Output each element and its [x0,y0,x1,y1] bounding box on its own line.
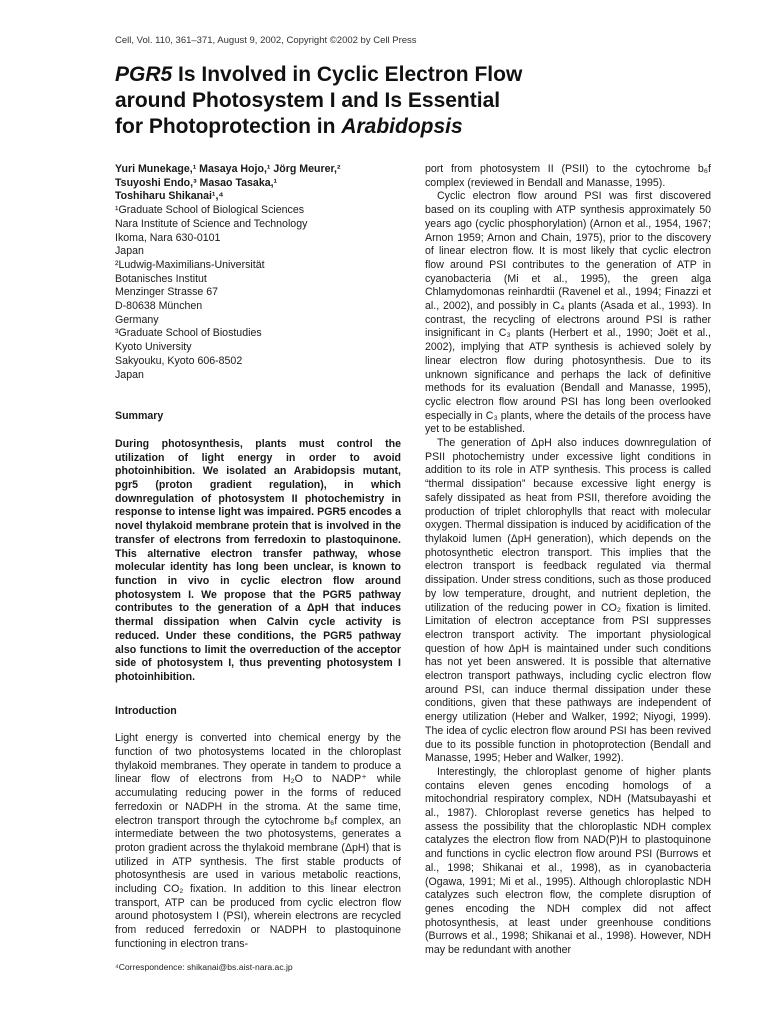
affiliation-line: ³Graduate School of Biostudies [115,327,262,340]
affiliation-line: Sakyouku, Kyoto 606-8502 [115,354,243,367]
title-gene-name: PGR5 [115,63,173,86]
journal-citation: Cell, Vol. 110, 361–371, August 9, 2002, Copyright ©2002 by Cell Press [115,35,417,46]
author-line: Yuri Munekage,¹ Masaya Hojo,¹ Jörg Meurer,² [115,163,341,175]
affiliation-line: Nara Institute of Science and Technology [115,217,308,230]
affiliation-line: Ikoma, Nara 630-0101 [115,231,221,244]
title-organism: Arabidopsis [341,115,463,138]
affiliation-line: ²Ludwig-Maximilians-Universität [115,258,265,271]
title-line1-rest: Is Involved in Cyclic Electron Flow [172,63,523,86]
summary-paragraph: During photosynthesis, plants must control the utilization of light energy in order to avoid photoinhibition. We isolated an Arabidopsis mutant, pgr5 (proton gradient regulation), in which downregulation of photosystem II photochemistry in response to intense light was impaired. PGR5 encodes a novel thylakoid membrane protein that is involved in the transfer of electrons from ferredoxin to plastoquinone. This alternative electron transfer pathway, whose molecular identity has long been unclear, is known to function in vivo in cyclic electron flow around photosystem I. We propose that the PGR5 pathway contributes to the generation of a ΔpH that induces thermal dissipation when Calvin cycle activity is reduced. Under these conditions, the PGR5 pathway also functions to limit the overreduction of the acceptor side of photosystem I, thus preventing photosystem I photoinhibition. [115,437,401,683]
affiliation-line: Germany [115,313,159,326]
author-line: Tsuyoshi Endo,³ Masao Tasaka,¹ [115,176,278,189]
body-paragraph: Interestingly, the chloroplast genome of higher plants contains eleven genes encoding homologs of a mitochondrial respiratory complex, NDH (Matsubayashi et al., 1987). Chloroplast reverse genetics has helped to assess the possibility that the chloroplastic NDH complex catalyzes the electron flow from NAD(P)H to plastoquinone and functions in cyclic electron flow around PSI (Burrows et al., 1998; Shikanai et al., 1998), as in cyanobacteria (Ogawa, 1991; Mi et al., 1995). Although chloroplastic NDH catalyzes such electron flow, the complete disruption of genes encoding the NDH complex did not affect photosynthesis, at least under greenhouse conditions (Burrows et al., 1998; Shikanai et al., 1998). However, NDH may be redundant with another [425,765,711,957]
affiliation-line: Menzinger Strasse 67 [115,286,219,299]
affiliations [115,204,401,382]
body-paragraph: port from photosystem II (PSII) to the cytochrome b₆f complex (reviewed in Bendall and Manasse, 1995). [425,163,711,189]
introduction-paragraph: Light energy is converted into chemical energy by the function of two photosystems located in the chloroplast thylakoid membranes. They operate in tandem to produce a linear flow of electrons from H₂O to NADP⁺ while accumulating reducing power in the forms of reduced ferredoxin or NADPH in the stroma. At the same time, electron transport through the cytochrome b₆f complex, an intermediate between the two photosystems, generates a proton gradient across the thylakoid membrane (ΔpH) that is utilized in ATP synthesis. The first stable products of photosynthesis are used in various metabolic reactions, including CO₂ fixation. In addition to this linear electron transport, ATP can be produced from cyclic electron flow around photosystem I (PSI), wherein electrons are recycled from reduced ferredoxin or NADPH to plastoquinone functioning in electron trans- [115,732,401,950]
title-line3-pre: for Photoprotection in [115,115,342,138]
affiliation-line: D-80638 München [115,300,203,313]
left-column [115,163,401,952]
correspondence-footnote: ⁴Correspondence: shikanai@bs.aist-nara.ac.jp [115,962,293,972]
right-column [425,163,711,958]
title-line2: around Photosystem I and Is Essential [115,89,501,112]
body-paragraph: The generation of ΔpH also induces downregulation of PSII photochemistry under excessive light conditions in addition to its role in ATP synthesis. This process is called “thermal dissipation” because excessive light energy is safely dissipated as heat from PSII, therefore avoiding the production of triplet chlorophylls that react with molecular oxygen. Thermal dissipation is induced by acidification of the thylakoid lumen (ΔpH generation), which depends on the photosynthetic electron transport. This implies that the electron transport is feedback regulated via thermal dissipation. Under stress conditions, such as those produced by low temperature, drought, and nutrient depletion, the utilization of the reducing power in CO₂ fixation is limited. Limitation of electron acceptance from PSI suppresses electron transport activity. The important physiological question of how ΔpH is maintained under such conditions has not yet been answered. It is possible that alternative electron transport pathways, including cyclic electron flow around PSI, can induce thermal dissipation under these conditions, given that these pathways are independent of energy utilization (Heber and Walker, 1992; Niyogi, 1999). The idea of cyclic electron flow around PSI has been revived due to its possible function in photoprotection (Bendall and Manasse, 1995; Heber and Walker, 1992). [425,437,711,765]
introduction-heading: Introduction [115,704,177,717]
affiliation-line: Japan [115,368,144,381]
author-line: Toshiharu Shikanai¹,⁴ [115,190,224,203]
affiliation-line: Japan [115,245,144,258]
author-list [115,163,401,204]
body-paragraph: Cyclic electron flow around PSI was first discovered based on its coupling with ATP synthesis approximately 50 years ago (cyclic phosphorylation) (Arnon et al., 1954, 1967; Arnon 1959; Arnon and Chain, 1975), prior to the discovery of linear electron flow. It is most likely that cyclic electron flow around PSI contributes to the generation of ATP in cyanobacteria (Mi et al., 1995), the green alga Chlamydomonas reinhardtii (Ravenel et al., 1994; Finazzi et al., 2002), and possibly in C₄ plants (Asada et al., 1993). In contrast, the recycling of electrons around PSI is rather insignificant in C₃ plants (Herbert et al., 1990; Joët et al., 2002), implying that ATP synthesis is achieved solely by linear electron flow during photosynthesis. Due to its unknown significance and perhaps the lack of definitive methods for its evaluation (Bendall and Manasse, 1995), cyclic electron flow around PSI has long been overlooked especially in C₃ plants, where the details of the process have yet to be established. [425,190,711,436]
affiliation-line: Kyoto University [115,341,192,354]
summary-heading: Summary [115,410,164,423]
affiliation-line: Botanisches Institut [115,272,207,285]
affiliation-line: ¹Graduate School of Biological Sciences [115,204,305,217]
paper-title [115,62,655,140]
